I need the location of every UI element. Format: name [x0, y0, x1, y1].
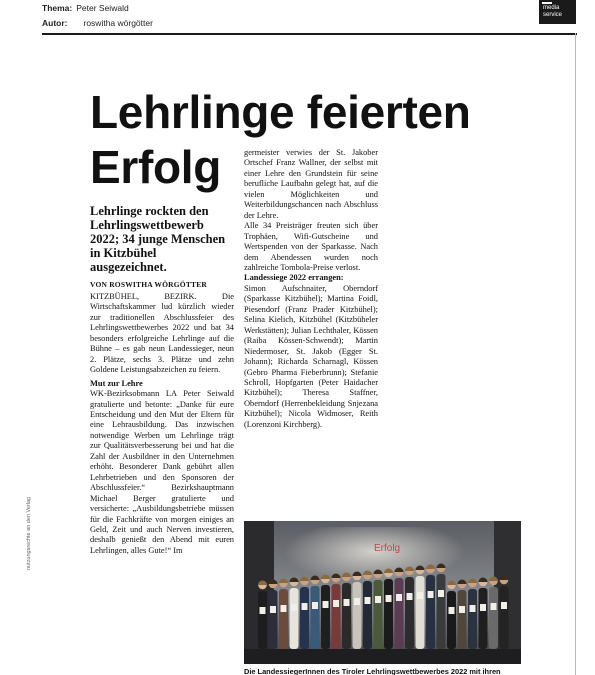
- person-silhouette: [395, 578, 404, 649]
- certificate: [470, 605, 476, 612]
- person-silhouette: [489, 587, 498, 649]
- photo-caption: Die LandessiegerInnen des Tiroler Lehrlingswettbewerbes 2022 mit ihren: [244, 667, 501, 675]
- person-silhouette: [405, 577, 414, 649]
- certificate: [438, 590, 444, 597]
- certificate: [501, 602, 507, 609]
- headline-line-2: Erfolg: [90, 141, 222, 193]
- body-paragraph: WK-Bezirksobmann LA Peter Seiwald gratulierte und betonte: „Danke für eure Entscheidung und den Mut der Eltern für eine Lehrausbildung. Das inzwischen notwendige Werben um Lehrlinge trägt zur Qualitätsverbesserung bei und hat die Zahl der Ausbildner in den Unternehmen erhöht. Besonderer Dank gebührt allen Lehrbetrieben und den Sponsoren der Abschlussfeier.“ Bezirkshauptmann Michael Berger gratulierte und versicherte: „Ausbildungsbetriebe müssen für die Fachkräfte von morgen einiges an Geld, Zeit und auch Nerven investieren, deshalb genießt den Abend mit euren Lehrlingen, alles Gute!“ Im: [90, 389, 234, 555]
- article-top-rule: [42, 33, 577, 35]
- person-silhouette: [321, 585, 330, 649]
- thema-label: Thema:: [42, 3, 73, 13]
- person-silhouette: [363, 581, 372, 649]
- certificate: [281, 605, 287, 612]
- logo-line-2: service: [543, 12, 563, 18]
- person-silhouette: [468, 589, 477, 649]
- person-silhouette: [416, 576, 425, 649]
- certificate: [386, 595, 392, 602]
- section-subheading: Mut zur Lehre: [90, 378, 143, 388]
- award-ceremony-photo: [244, 521, 521, 664]
- certificate: [312, 602, 318, 609]
- certificate: [270, 606, 276, 613]
- certificate: [365, 597, 371, 604]
- person-silhouette: [374, 580, 383, 649]
- certificate: [291, 604, 297, 611]
- side-copyright-note: nutzungsrechte an den Verlag: [26, 496, 32, 570]
- autor-value: roswitha wörgötter: [83, 18, 153, 28]
- person-silhouette: [311, 586, 320, 649]
- meta-thema: [42, 3, 129, 13]
- body-paragraph: germeister verwies der St. Jakober Ortschef Franz Wallner, der selbst mit einer Lehre den Grundstein für seine berufliche Laufbahn gelegt hat, auf die vielen Möglichkeiten und Weiterbildungschancen nach Abschluss der Lehre.: [244, 148, 378, 220]
- person-silhouette: [353, 582, 362, 649]
- article-right-border: [575, 33, 576, 675]
- person-silhouette: [479, 588, 488, 649]
- certificate: [302, 603, 308, 610]
- person-silhouette: [300, 587, 309, 649]
- certificate: [333, 600, 339, 607]
- certificate: [323, 601, 329, 608]
- person-silhouette: [279, 589, 288, 649]
- column-2-body: [244, 148, 378, 430]
- meta-autor: [42, 18, 153, 28]
- article-column-2: [244, 148, 378, 430]
- article-byline: VON ROSWITHA WÖRGÖTTER: [90, 280, 208, 289]
- winners-list: Simon Aufschnaiter, Oberndorf (Sparkasse Kitzbühel); Martina Foidl, Piesendorf (Franz Prader Kitzbühel); Selina Kielich, Kitzbühel (Kitzbüheler Werkstätten); Julian Lechthaler, Kössen (Raiba Kössen-Schwendt); Martin Niedermoser, St. Jakob (Egger St. Johann); Richarda Scharnagl, Kössen (Gebro Pharma Fieberbrunn); Stefanie Schroll, Hopfgarten (Peter Haidacher Kitzbühel); Theresa Staffner, Oberndorf (Herrenbekleidung Snjezana Kitzbühel); Nicola Widmoser, Reith (Lorenzoni Kirchberg).: [244, 283, 378, 429]
- certificate: [375, 596, 381, 603]
- article-column-1: [90, 204, 234, 556]
- person-silhouette: [500, 586, 509, 649]
- person-silhouette: [332, 584, 341, 649]
- person-silhouette: [437, 574, 446, 649]
- certificate: [417, 592, 423, 599]
- body-paragraph: Alle 34 Preisträger freuten sich über Trophäen, Wifi-Gutscheine und Wertspenden von der Sparkasse. Nach dem Abendessen wurden noch zahlreiche Tombola-Preise verlost.: [244, 221, 378, 272]
- certificate: [459, 606, 465, 613]
- certificate: [344, 599, 350, 606]
- winners-heading: Landessiege 2022 errangen:: [244, 273, 344, 283]
- thema-value: Peter Seiwald: [76, 3, 129, 13]
- certificate: [449, 607, 455, 614]
- certificate: [260, 607, 266, 614]
- person-silhouette: [290, 588, 299, 649]
- person-silhouette: [447, 591, 456, 649]
- person-silhouette: [269, 590, 278, 649]
- article-subhead: Lehrlinge rockten den Lehrlingswettbewerb 2022; 34 junge Menschen in Kitzbühel ausgezeichnet.: [90, 204, 226, 274]
- media-service-logo: [539, 0, 576, 24]
- backdrop-text: Erfolg: [374, 543, 401, 554]
- lead-paragraph: KITZBÜHEL, BEZIRK. Die Wirtschaftskammer lud kürzlich wieder zur traditionellen Abschlussfeier des Lehrlingswettbewerbes 2022 und bat 34 besonders erfolgreiche Lehrlinge auf die Bühne – es gab neun Landessieger, neun 2. Plätze, sechs 3. Plätze und zehn Goldene Leistungsabzeichen zu feiern.: [90, 292, 234, 375]
- certificate: [428, 591, 434, 598]
- person-silhouette: [458, 590, 467, 649]
- person-silhouette: [258, 591, 267, 649]
- photo-illustration: [244, 521, 521, 664]
- headline-line-1: Lehrlinge feierten: [90, 86, 471, 138]
- certificate: [480, 604, 486, 611]
- certificate: [396, 594, 402, 601]
- logo-bar: [542, 2, 552, 4]
- certificate: [407, 593, 413, 600]
- column-1-body: [90, 292, 234, 556]
- certificate: [354, 598, 360, 605]
- person-silhouette: [342, 583, 351, 649]
- logo-line-1: media: [543, 5, 560, 11]
- person-silhouette: [384, 579, 393, 649]
- autor-label: Autor:: [42, 18, 68, 28]
- certificate: [491, 603, 497, 610]
- person-silhouette: [426, 575, 435, 649]
